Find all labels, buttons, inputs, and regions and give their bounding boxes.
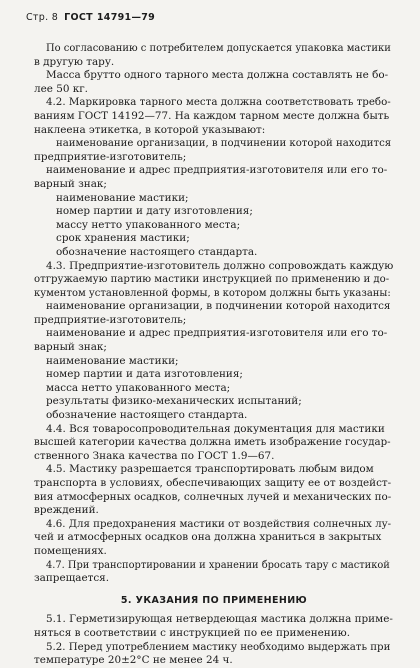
section-title: 5. УКАЗАНИЯ ПО ПРИМЕНЕНИЮ [120, 594, 308, 606]
text-line: помещениях. [34, 544, 107, 557]
text-line: варный знак; [34, 177, 107, 190]
text-line: лее 50 кг. [34, 82, 88, 95]
text-line: наименование организации, в подчинении которой находится [56, 138, 392, 150]
text-line: ваниям ГОСТ 14192—77. На каждом тарном месте должна быть [34, 109, 390, 122]
text-line: 4.6. Для предохранения мастики от воздействия солнечных лу- [46, 518, 392, 530]
text-line: наименование и адрес предприятия-изготовителя или его то- [46, 327, 388, 340]
text-line: предприятие-изготовитель; [34, 150, 187, 163]
text-line: транспорта в условиях, обеспечивающих защиту ее от воздейст- [34, 477, 392, 489]
text-line: кументом установленной формы, в котором должны быть указаны: [34, 287, 391, 299]
text-line: обозначение настоящего стандарта. [56, 245, 258, 258]
text-line: Масса брутто одного тарного места должна составлять не бо- [46, 69, 389, 82]
text-line: предприятие-изготовитель; [34, 313, 187, 326]
text-line: температуре 20±2°С не менее 24 ч. [34, 654, 233, 667]
text-line: высшей категории качества должна иметь изображение государ- [34, 437, 391, 449]
text-line: масса нетто упакованного места; [46, 381, 231, 394]
text-line: 4.2. Маркировка тарного места должна соответствовать требо- [46, 96, 391, 109]
text-line: 5.2. Перед употреблением мастику необходимо выдержать при [46, 641, 391, 653]
text-line: обозначение настоящего стандарта. [46, 409, 248, 422]
text-line: номер партии и дату изготовления; [56, 205, 253, 218]
standard-label: ГОСТ [64, 12, 93, 23]
page-header [26, 12, 155, 23]
text-line: отгружаемую партию мастики инструкцией по применению и до- [34, 274, 390, 286]
text-line: срок хранения мастики; [56, 232, 190, 245]
text-line: наклеена этикетка, в которой указывают: [34, 123, 266, 136]
text-line: в другую тару. [34, 55, 115, 68]
text-line: вия атмосферных осадков, солнечных лучей и механических по- [34, 490, 392, 503]
text-line: наименование и адрес предприятия-изготовителя или его то- [46, 164, 388, 177]
text-line: 5.1. Герметизирующая нетвердеющая мастика должна приме- [46, 613, 393, 626]
text-line: ственного Знака качества по ГОСТ 1.9—67. [34, 449, 275, 462]
text-line: По согласованию с потребителем допускается упаковка мастики [46, 43, 391, 54]
text-line: номер партии и дата изготовления; [46, 368, 243, 381]
text-line: запрещается. [34, 572, 110, 585]
text-line: 4.3. Предприятие-изготовитель должно сопровождать каждую [46, 259, 394, 272]
page-number: Стр. 8 [26, 12, 59, 23]
text-line: наименование мастики; [46, 354, 179, 367]
text-line: вреждений. [34, 504, 99, 517]
text-line: няться в соответствии с инструкцией по ее применению. [34, 626, 350, 639]
text-line: варный знак; [34, 341, 107, 354]
text-line: результаты физико-механических испытаний; [46, 395, 302, 408]
standard-number: 14791—79 [96, 12, 156, 23]
text-line: 4.4. Вся товаросопроводительная документация для мастики [46, 422, 385, 435]
text-line: массу нетто упакованного места; [56, 218, 241, 231]
text-line: чей и атмосферных осадков она должна храниться в закрытых [34, 531, 382, 544]
text-line: наименование мастики; [56, 191, 189, 204]
text-line: наименование организации, в подчинении которой находится [46, 300, 391, 313]
document-body [34, 42, 394, 668]
text-line: 4.7. При транспортировании и хранении бросать тару с мастикой [46, 559, 390, 571]
text-line: 4.5. Мастику разрешается транспортировать любым видом [46, 463, 374, 476]
